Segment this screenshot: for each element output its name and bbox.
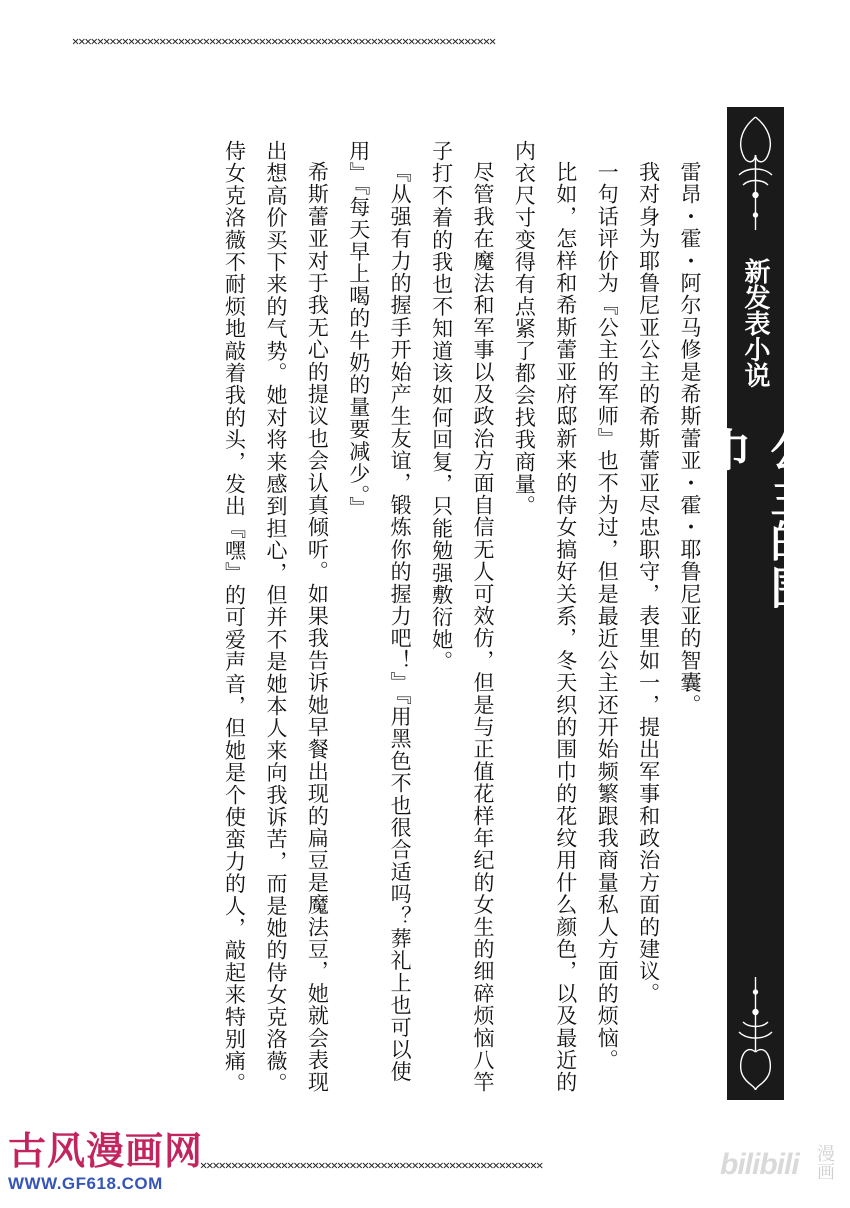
paragraph: 一句话评价为『公主的军师』也不为过，但是最近公主还开始频繁跟我商量私人方面的烦恼。 [595,161,620,1072]
top-border-ornament: ✕✕✕✕✕✕✕✕✕✕✕✕✕✕✕✕✕✕✕✕✕✕✕✕✕✕✕✕✕✕✕✕✕✕✕✕✕✕✕✕✕✕✕✕✕✕✕✕✕✕✕✕✕✕✕✕✕✕✕✕✕✕✕✕✕✕✕✕ [72,34,496,48]
site-watermark [8,1128,218,1208]
story-body [118,140,710,1100]
site-url: WWW.GF618.COM [8,1174,163,1193]
paragraph: 雷昂・霍・阿尔马修是希斯蕾亚・霍・耶鲁尼亚的智囊。 [678,161,702,716]
paragraph: 比如，怎样和希斯蕾亚府邸新来的侍女搞好关系，冬天织的围巾的花纹用什么颜色，以及最近的内衣尺寸变得有点紧了都会找我商量。 [512,140,578,1094]
site-name: 古风漫画网 [8,1129,204,1173]
category-label: 新发表小说 [740,257,770,388]
ornament-bottom-icon [733,972,778,1092]
page-title: 公主的围巾 [698,427,814,611]
paragraph: 『从强有力的握手开始产生友谊，锻炼你的握力吧！』『用黑色不也很合适吗？葬礼上也可以使用』『每天早上喝的牛奶的量要减少。』 [346,140,413,1083]
bilibili-manhua-label: 漫画 [814,1144,835,1180]
ornament-top-icon [733,115,778,235]
title-panel [698,107,814,1100]
paragraph: 我对身为耶鲁尼亚公主的希斯蕾亚尽忠职守，表里如一，提出军事和政治方面的建议。 [636,161,661,1005]
bilibili-watermark [720,1144,840,1200]
bilibili-logo: bilibili [720,1148,799,1181]
paragraph: 希斯蕾亚对于我无心的提议也会认真倾听。如果我告诉她早餐出现的扁豆是魔法豆，她就会表现出想高价买下来的气势。她对将来感到担心，但并不是她本人来向我诉苦，而是她的侍女克洛薇。侍女克洛薇不耐烦地敲着我的头，发出『嘿』的可爱声音，但她是个使蛮力的人，敲起来特别痛。 [222,140,330,1095]
bottom-border-ornament: ✕✕✕✕✕✕✕✕✕✕✕✕✕✕✕✕✕✕✕✕✕✕✕✕✕✕✕✕✕✕✕✕✕✕✕✕✕✕✕✕✕✕✕✕✕✕✕✕✕✕✕✕✕✕✕ [200,1158,543,1172]
paragraph: 尽管我在魔法和军事以及政治方面自信无人可效仿，但是与正值花样年纪的女生的细碎烦恼八竿子打不着的我也不知道该如何回复，只能勉强敷衍她。 [429,140,495,1094]
